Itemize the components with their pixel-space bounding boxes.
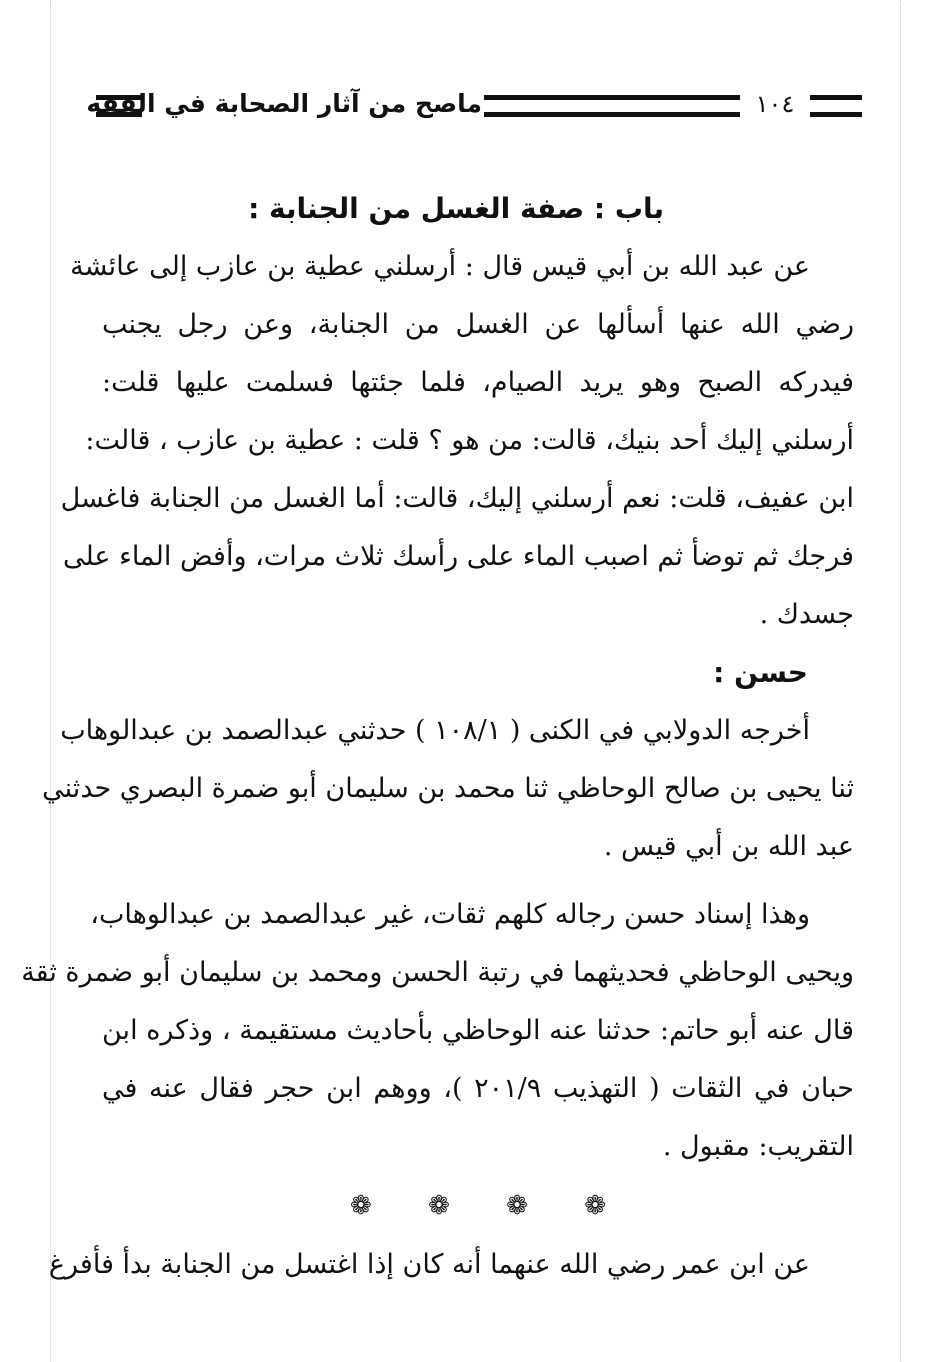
section-separator	[102, 1176, 854, 1236]
text-line: رضي الله عنها أسألها عن الغسل من الجنابة، وعن رجل يجنب	[102, 309, 854, 340]
paragraph-1	[60, 238, 854, 644]
running-title: ماصح من آثار الصحابة في الفقه	[86, 89, 482, 118]
scan-artifact-line	[900, 0, 901, 1362]
text-line: أخرجه الدولابي في الكنى ( ١٠٨/١ ) حدثني عبدالصمد بن عبدالوهاب	[60, 715, 810, 746]
text-line: فرجك ثم توضأ ثم اصبب الماء على رأسك ثلاث مرات، وأفض الماء على	[62, 541, 854, 572]
text-line: عبد الله بن أبي قيس .	[603, 831, 854, 862]
asterism-ornament: ❁	[428, 1191, 450, 1221]
header-rule-right	[810, 95, 862, 117]
paragraph-3	[21, 886, 855, 1176]
paragraph-2	[42, 702, 854, 876]
text-line: التقريب: مقبول .	[662, 1131, 854, 1162]
page-number: ١٠٤	[755, 90, 795, 118]
text-line: حبان في الثقات ( التهذيب ٢٠١/٩ )، ووهم ابن حجر فقال عنه في	[102, 1073, 855, 1104]
page-header	[86, 88, 862, 124]
text-line: وهذا إسناد حسن رجاله كلهم ثقات، غير عبدالصمد بن عبدالوهاب،	[90, 899, 810, 930]
text-line: ابن عفيف، قلت: نعم أرسلني إليك، قالت: أما الغسل من الجنابة فاغسل	[60, 483, 854, 514]
text-line: فيدركه الصبح وهو يريد الصيام، فلما جئتها فسلمت عليها قلت:	[102, 367, 854, 398]
text-line: عن ابن عمر رضي الله عنهما أنه كان إذا اغتسل من الجنابة بدأ فأفرغ	[48, 1249, 810, 1280]
asterism-ornament: ❁	[350, 1191, 372, 1221]
hadith-grade: حسن :	[713, 656, 808, 689]
scan-artifact-line	[50, 0, 51, 1362]
asterism-ornament: ❁	[506, 1191, 528, 1221]
text-line: عن عبد الله بن أبي قيس قال : أرسلني عطية بن عازب إلى عائشة	[70, 251, 810, 282]
text-line: قال عنه أبو حاتم: حدثنا عنه الوحاظي بأحاديث مستقيمة ، وذكره ابن	[102, 1015, 854, 1046]
page-body	[21, 180, 855, 1294]
text-line: جسدك .	[759, 599, 854, 630]
paragraph-4	[48, 1236, 854, 1294]
header-rule-middle	[484, 95, 740, 117]
section-heading: باب : صفة الغسل من الجنابة :	[248, 192, 664, 225]
asterism-ornament: ❁	[584, 1191, 606, 1221]
text-line: ثنا يحيى بن صالح الوحاظي ثنا محمد بن سليمان أبو ضمرة البصري حدثني	[42, 773, 854, 804]
text-line: ويحيى الوحاظي فحديثهما في رتبة الحسن ومحمد بن سليمان أبو ضمرة ثقة	[21, 957, 854, 988]
text-line: أرسلني إليك أحد بنيك، قالت: من هو ؟ قلت : عطية بن عازب ، قالت:	[85, 425, 854, 456]
